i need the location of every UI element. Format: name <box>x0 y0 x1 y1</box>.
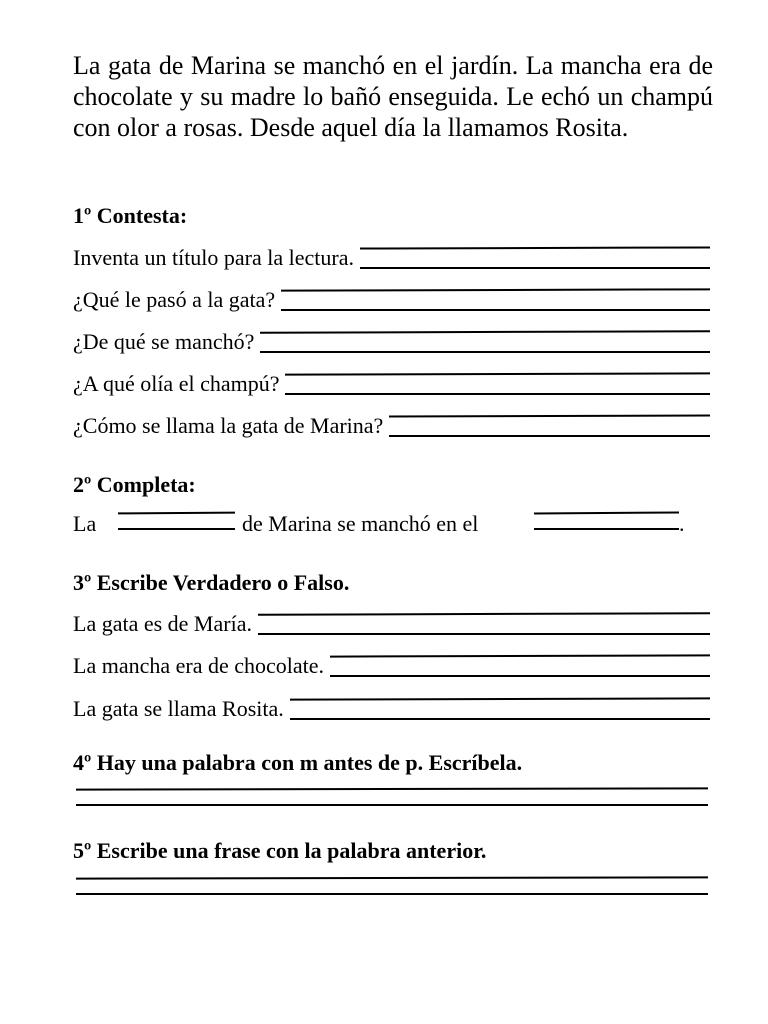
section-3-heading: 3º Escribe Verdadero o Falso. <box>73 570 350 595</box>
question-4-answer-line[interactable] <box>285 371 710 397</box>
statement-2-row <box>73 649 710 679</box>
statement-2-text: La mancha era de chocolate. <box>73 653 325 678</box>
question-1-text: Inventa un título para la lectura. <box>73 245 354 270</box>
completion-period: . <box>679 511 685 536</box>
question-4-row <box>73 367 710 397</box>
question-1-answer-line[interactable] <box>360 245 710 271</box>
question-5-row <box>73 409 710 439</box>
section-5-heading: 5º Escribe una frase con la palabra anterior. <box>73 838 487 863</box>
completion-blank-1[interactable] <box>118 512 235 530</box>
section-4-answer-line[interactable] <box>76 788 708 806</box>
statement-1-text: La gata es de María. <box>73 611 252 636</box>
statement-1-answer-line[interactable] <box>258 611 710 637</box>
statement-3-row <box>73 692 710 722</box>
statement-1-row <box>73 607 710 637</box>
statement-3-answer-line[interactable] <box>290 696 710 722</box>
question-2-text: ¿Qué le pasó a la gata? <box>73 287 276 312</box>
question-5-answer-line[interactable] <box>389 413 710 439</box>
question-5-text: ¿Cómo se llama la gata de Marina? <box>73 413 384 438</box>
statement-3-text: La gata se llama Rosita. <box>73 696 284 721</box>
question-4-text: ¿A qué olía el champú? <box>73 371 280 396</box>
section-5-answer-line[interactable] <box>76 877 708 895</box>
reading-passage: La gata de Marina se manchó en el jardín. La mancha era de chocolate y su madre lo bañó enseguida. Le echó un champú con olor a rosas. Desde aquel día la llamamos Rosita. <box>73 51 713 142</box>
section-4-heading: 4º Hay una palabra con m antes de p. Escríbela. <box>73 750 523 775</box>
statement-2-answer-line[interactable] <box>330 653 710 679</box>
completion-part-2: de Marina se manchó en el <box>242 511 479 536</box>
section-1-heading: 1º Contesta: <box>73 203 188 228</box>
section-2-heading: 2º Completa: <box>73 472 196 497</box>
question-2-answer-line[interactable] <box>281 287 710 313</box>
question-3-row <box>73 325 710 355</box>
question-3-text: ¿De qué se manchó? <box>73 329 255 354</box>
completion-part-1: La <box>73 511 97 536</box>
question-2-row <box>73 283 710 313</box>
completion-sentence <box>73 510 713 540</box>
question-3-answer-line[interactable] <box>260 329 710 355</box>
completion-blank-2[interactable] <box>534 512 679 530</box>
question-1-row <box>73 241 710 271</box>
